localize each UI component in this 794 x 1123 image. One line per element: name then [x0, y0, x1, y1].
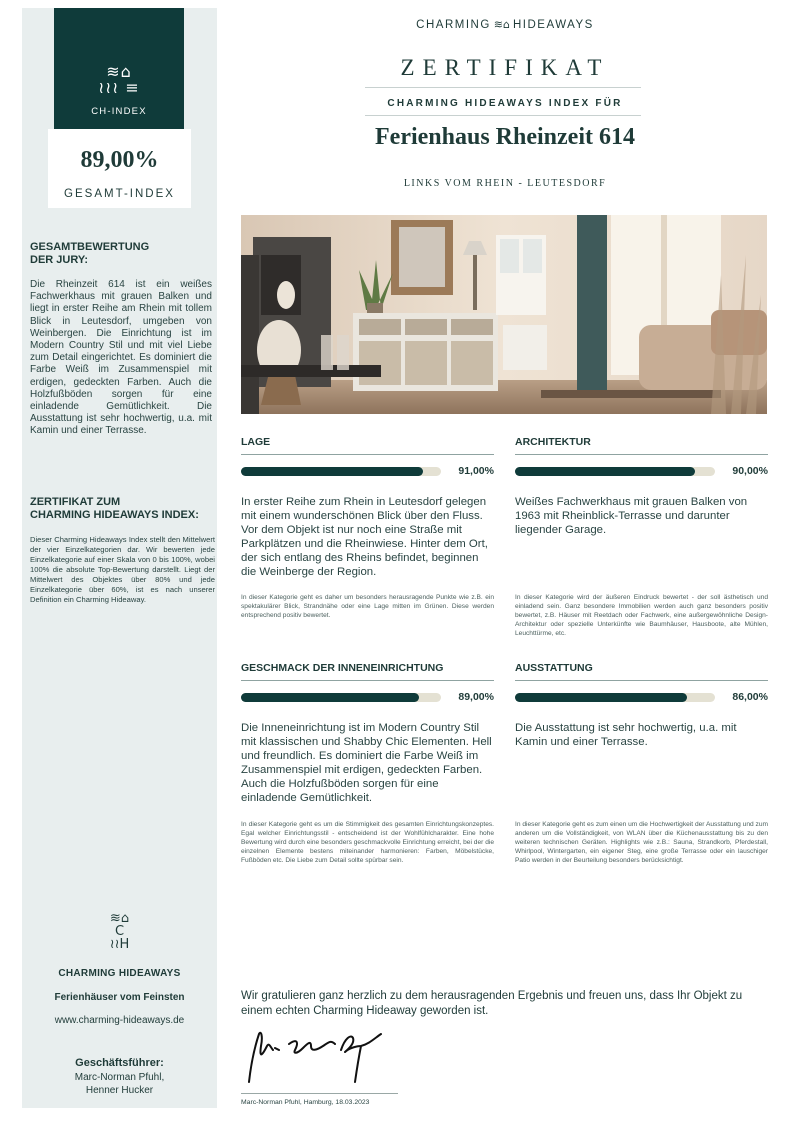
score-value: 89,00%	[458, 691, 494, 703]
jury-heading: GESAMTBEWERTUNG DER JURY:	[30, 241, 150, 266]
interior-photo-illustration	[241, 215, 767, 414]
divider	[365, 115, 641, 116]
total-score: 89,00%	[80, 147, 159, 173]
score-bar-fill	[515, 467, 695, 476]
waves-house-icon: ≋⌂	[493, 18, 510, 31]
score-bar	[515, 466, 768, 478]
category-text: Die Inneneinrichtung ist im Modern Country Stil mit klassischen und Shabby Chic Elementen. Hell und freundlich. Es dominiert die Farbe Weiß im Zusammenspiel mit erdigen, gedeckten Farben. Auch die Holzfußböden sorgen für eine einladende Gemütlichkeit.	[241, 722, 492, 804]
category-lage	[241, 436, 494, 579]
total-score-label: GESAMT-INDEX	[64, 188, 175, 200]
category-title: ARCHITEKTUR	[515, 436, 591, 448]
category-text: Weißes Fachwerkhaus mit grauen Balken von 1963 mit Rheinblick-Terrasse und darunter liegender Garage.	[515, 496, 748, 536]
badge-label: CH-INDEX	[91, 106, 147, 117]
signature-line	[241, 1093, 398, 1094]
jury-text: Die Rheinzeit 614 ist ein weißes Fachwerkhaus mit grauen Balken und liegt in erster Reihe am Rhein mit tollem Blick in Leutesdorf, umgeben von Weinbergen. Die Einrichtung ist im Modern Country Stil und mit viel Liebe zum Detail eingerichtet. Es dominiert die Farbe Weiß im Zusammenspiel mit erdigen, gedeckten Farben. Auch die Holzfußböden sorgen für eine einladende Gemütlichkeit. Die Ausstattung ist sehr hochwertig, u.a. mit Kamin und einer Terrasse.	[30, 279, 212, 437]
score-value: 91,00%	[458, 465, 494, 477]
score-bar-fill	[241, 693, 419, 702]
score-card	[48, 129, 191, 208]
score-bar-track	[515, 693, 715, 702]
score-bar	[241, 466, 494, 478]
score-value: 86,00%	[732, 691, 768, 703]
category-ausstattung	[515, 662, 768, 749]
category-text: In erster Reihe zum Rhein in Leutesdorf gelegen mit einem wunderschönen Blick über den Fluss. Vor dem Objekt ist nur noch eine Straße mit Parkplätzen und die Rheinwiese. Hinter dem Ort, der sich entlang des Rheins befindet, beginnen die Weinberge der Region.	[241, 496, 488, 578]
divider	[515, 680, 768, 681]
brand-tagline: Ferienhäuser vom Feinsten	[54, 992, 185, 1003]
divider	[365, 87, 641, 88]
congratulation-text: Wir gratulieren ganz herzlich zu dem herausragenden Ergebnis und freuen uns, dass Ihr Objekt zu einem echten Charming Hideaway geworden ist.	[241, 990, 743, 1017]
ch-monogram-icon: ≋⌂ C ≀≀H	[109, 911, 130, 952]
category-note-ausstattung: In dieser Kategorie geht es zum einen um die Hochwertigkeit der Ausstattung und zum anderen um die Vollständigkeit, von WLAN über die Küchenausstattung bis zu den weiteren technischen Geräten. Highlights wie z.B.: Sauna, Strandkorb, Pferdestall, Whirlpool, Wintergarten, ein eigener Steg, eine große Terrasse oder ein lauschiger Patio werden in der Beurteilung besonders berücksichtigt.	[515, 821, 768, 864]
score-value: 90,00%	[732, 465, 768, 477]
category-note-geschmack: In dieser Kategorie geht es um die Stimmigkeit des gesamten Einrichtungskonzeptes. Egal welcher Einrichtungsstil - entscheidend ist der Wohlfühlcharakter. Eine hohe Bewertung wird durch eine besonders geschmackvolle Einrichtung erreicht, bei der die einzelnen Elemente bestens miteinander harmonieren: Farben, Möbelstücke, Fußböden etc. Die Liebe zum Detail sollte spürbar sein.	[241, 821, 494, 864]
category-note-lage: In dieser Kategorie geht es daher um besonders herausragende Punkte wie z.B. ein spektakulärer Blick, Strandnähe oder eine Lage mitten im Grünen. Diese werden entsprechend positiv bewertet.	[241, 594, 494, 619]
category-note-architektur: In dieser Kategorie wird der äußeren Eindruck bewertet - der soll ästhetisch und einladend sein. Ganz besondere Immobilien werden auch ganz besonders positiv bewertet, z.B. Häuser mit Reetdach oder Fachwerk, eine außergewöhnliche Design-Architektur oder spezielle Unterkünfte wie Baumhäuser, Hausboote, alte Mühlen, Leuchttürme, etc.	[515, 594, 768, 637]
interior-photo	[241, 215, 767, 414]
score-bar-track	[241, 467, 441, 476]
signature-icon	[241, 1024, 401, 1092]
category-title: LAGE	[241, 436, 271, 448]
brand-name: CHARMING HIDEAWAYS	[58, 968, 181, 979]
cert-text: Dieser Charming Hideaways Index stellt den Mittelwert der vier Einzelkategorien dar. Wir bewerten jede Einzelkategorie auf einer Skala von 0 bis 100%, wobei 100% die absolute Top-Bewertung darstellt. Liegt der Mittelwert des Objektes über 80% und jede Einzelkategorie über 60%, ist es nach unserer Definition ein Charming Hideaway.	[30, 535, 215, 604]
category-text: Die Ausstattung ist sehr hochwertig, u.a. mit Kamin und einer Terrasse.	[515, 722, 737, 748]
signature-caption: Marc-Norman Pfuhl, Hamburg, 18.03.2023	[241, 1099, 370, 1106]
house-name: Ferienhaus Rheinzeit 614	[375, 124, 635, 150]
category-geschmack	[241, 662, 494, 805]
brand-url-link[interactable]: www.charming-hideaways.de	[54, 1015, 185, 1026]
certificate-title: ZERTIFIKAT	[400, 55, 610, 80]
score-bar-fill	[241, 467, 423, 476]
score-bar-fill	[515, 693, 687, 702]
score-bar-track	[241, 693, 441, 702]
divider	[241, 454, 494, 455]
divider	[515, 454, 768, 455]
index-subtitle: CHARMING HIDEAWAYS INDEX FÜR	[387, 98, 623, 109]
ch-logo-icon: ≋⌂ ≀≀≀ ≡	[98, 62, 140, 97]
divider	[241, 680, 494, 681]
score-bar	[241, 692, 494, 704]
managing-directors-label: Geschäftsführer:	[75, 1057, 164, 1069]
ch-index-badge	[54, 8, 184, 129]
category-title: AUSSTATTUNG	[515, 662, 593, 674]
score-bar-track	[515, 467, 715, 476]
brand-logo: CHARMING ≋⌂ HIDEAWAYS	[416, 18, 594, 31]
category-architektur	[515, 436, 768, 537]
category-title: GESCHMACK DER INNENEINRICHTUNG	[241, 662, 444, 674]
house-location: LINKS VOM RHEIN - LEUTESDORF	[403, 178, 607, 189]
cert-heading: ZERTIFIKAT ZUM CHARMING HIDEAWAYS INDEX:	[30, 496, 199, 521]
sidebar	[22, 8, 217, 1108]
managing-directors-names: Marc-Norman Pfuhl, Henner Hucker	[74, 1072, 165, 1096]
score-bar	[515, 692, 768, 704]
